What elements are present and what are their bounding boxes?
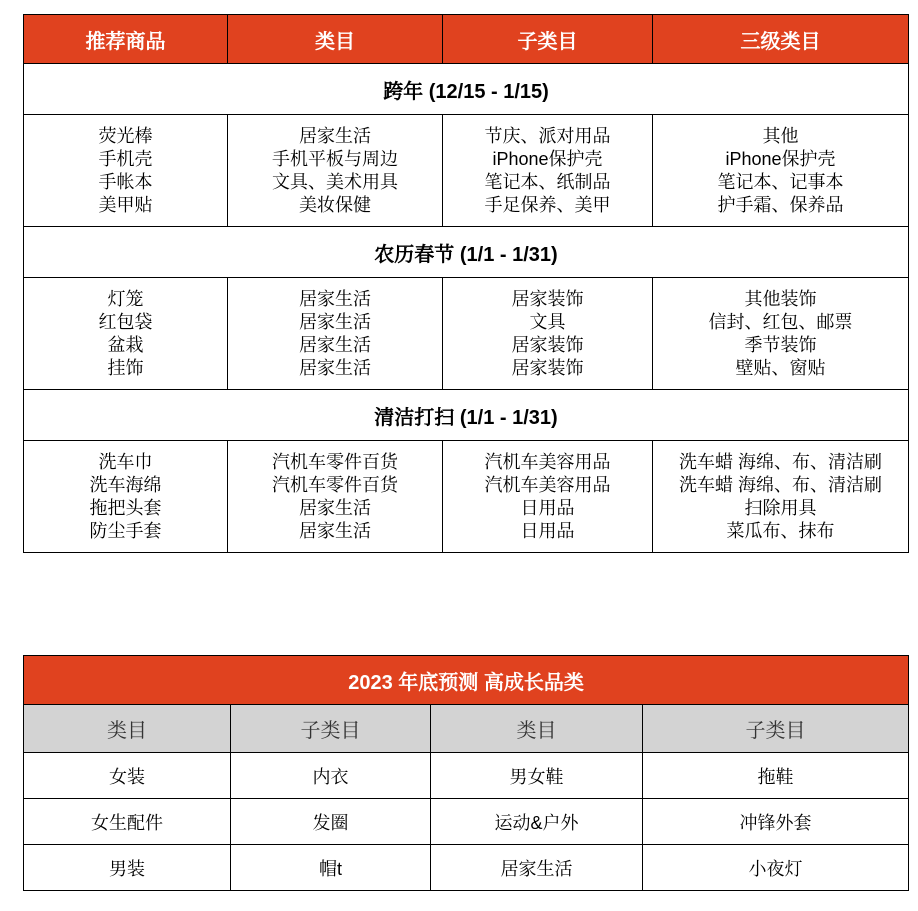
list-item: 洗车蜡 海绵、布、清洁刷 [679, 474, 882, 495]
section-row [24, 227, 909, 278]
list-item: iPhone保护壳 [492, 148, 603, 169]
table-cell: 运动&户外 [431, 799, 643, 845]
list-item: 居家生活 [299, 520, 371, 541]
section-title-spring-festival: 农历春节 (1/1 - 1/31) [24, 227, 909, 278]
level3-category-cell [653, 441, 909, 553]
list-item: 文具 [529, 311, 566, 332]
list-item: 居家生活 [299, 357, 371, 378]
list-item: 居家装饰 [511, 357, 584, 378]
table-cell: 拖鞋 [643, 753, 909, 799]
subcategory-cell [443, 115, 653, 227]
table-row [24, 441, 909, 553]
list-item: 美妆保健 [299, 194, 371, 215]
list-item: 汽机车美容用品 [484, 474, 611, 495]
list-item: 手足保养、美甲 [484, 194, 611, 215]
table-cell: 冲锋外套 [643, 799, 909, 845]
list-item: 盆栽 [107, 334, 144, 355]
list-item: 居家生活 [299, 288, 371, 309]
list-item: 菜瓜布、抹布 [726, 520, 835, 541]
list-item: 手机平板与周边 [272, 148, 398, 169]
category-cell [228, 441, 443, 553]
holiday-recommendation-table [23, 14, 909, 553]
list-item: 扫除用具 [744, 497, 817, 518]
table-row [24, 115, 909, 227]
list-item: iPhone保护壳 [725, 148, 836, 169]
table-cell: 发圈 [231, 799, 431, 845]
list-item: 壁贴、窗贴 [735, 357, 826, 378]
level3-category-cell [653, 115, 909, 227]
header-category: 类目 [24, 705, 231, 753]
list-item: 防尘手套 [89, 520, 162, 541]
section-title-cleaning: 清洁打扫 (1/1 - 1/31) [24, 390, 909, 441]
list-item: 挂饰 [107, 357, 144, 378]
forecast-title: 2023 年底预测 高成长品类 [24, 656, 909, 705]
list-item: 汽机车美容用品 [484, 451, 611, 472]
header-subcategory: 子类目 [231, 705, 431, 753]
list-item: 手帐本 [98, 171, 153, 192]
table-row [24, 753, 909, 799]
section-title-new-year: 跨年 (12/15 - 1/15) [24, 64, 909, 115]
list-item: 居家生活 [299, 125, 371, 146]
title-row [24, 656, 909, 705]
list-item: 灯笼 [107, 288, 144, 309]
list-item: 护手霜、保养品 [717, 194, 844, 215]
table-cell: 帽t [231, 845, 431, 891]
list-item: 荧光棒 [98, 125, 153, 146]
list-item: 洗车蜡 海绵、布、清洁刷 [679, 451, 882, 472]
table-cell: 小夜灯 [643, 845, 909, 891]
table-cell: 内衣 [231, 753, 431, 799]
category-cell [228, 278, 443, 390]
header-row [24, 15, 909, 64]
list-item: 居家生活 [299, 334, 371, 355]
header-recommended-products: 推荐商品 [24, 15, 228, 64]
header-row [24, 705, 909, 753]
list-item: 文具、美术用具 [272, 171, 398, 192]
list-item: 笔记本、记事本 [717, 171, 844, 192]
list-item: 居家生活 [299, 497, 371, 518]
header-category: 类目 [228, 15, 443, 64]
table-cell: 女生配件 [24, 799, 231, 845]
list-item: 笔记本、纸制品 [484, 171, 611, 192]
products-cell [24, 441, 228, 553]
table-cell: 居家生活 [431, 845, 643, 891]
table-cell: 男女鞋 [431, 753, 643, 799]
subcategory-cell [443, 441, 653, 553]
header-category: 类目 [431, 705, 643, 753]
section-row [24, 390, 909, 441]
section-row [24, 64, 909, 115]
list-item: 手机壳 [98, 148, 153, 169]
category-cell [228, 115, 443, 227]
header-subcategory: 子类目 [643, 705, 909, 753]
subcategory-cell [443, 278, 653, 390]
list-item: 洗车巾 [98, 451, 153, 472]
list-item: 居家装饰 [511, 288, 584, 309]
list-item: 节庆、派对用品 [484, 125, 611, 146]
table-row [24, 845, 909, 891]
growth-forecast-table [23, 655, 909, 891]
table-row [24, 278, 909, 390]
list-item: 其他装饰 [744, 288, 817, 309]
list-item: 季节装饰 [744, 334, 817, 355]
list-item: 其他 [762, 125, 799, 146]
level3-category-cell [653, 278, 909, 390]
products-cell [24, 115, 228, 227]
list-item: 洗车海绵 [89, 474, 162, 495]
list-item: 汽机车零件百货 [272, 474, 398, 495]
list-item: 拖把头套 [89, 497, 162, 518]
list-item: 信封、红包、邮票 [708, 311, 853, 332]
list-item: 日用品 [520, 520, 575, 541]
list-item: 美甲贴 [98, 194, 153, 215]
list-item: 居家生活 [299, 311, 371, 332]
list-item: 汽机车零件百货 [272, 451, 398, 472]
table-cell: 女装 [24, 753, 231, 799]
table-cell: 男装 [24, 845, 231, 891]
table-row [24, 799, 909, 845]
header-subcategory: 子类目 [443, 15, 653, 64]
products-cell [24, 278, 228, 390]
list-item: 居家装饰 [511, 334, 584, 355]
list-item: 日用品 [520, 497, 575, 518]
header-level3-category: 三级类目 [653, 15, 909, 64]
list-item: 红包袋 [98, 311, 153, 332]
